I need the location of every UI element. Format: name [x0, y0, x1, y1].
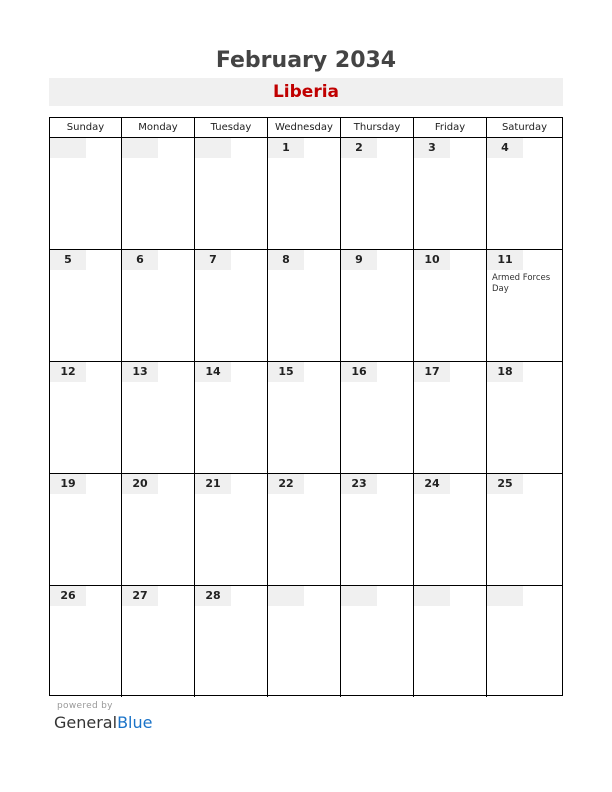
day-cell-7 [195, 250, 268, 362]
weekday-header-wednesday: Wednesday [268, 118, 341, 138]
day-number: 3 [414, 138, 450, 158]
day-cell-10 [414, 250, 487, 362]
weekday-header-sunday: Sunday [50, 118, 122, 138]
day-number: 5 [50, 250, 86, 270]
day-cell-28 [195, 586, 268, 697]
day-number: 11 [487, 250, 523, 270]
empty-day-cell [50, 138, 122, 250]
holiday-label: Armed Forces Day [492, 273, 551, 294]
day-number: 20 [122, 474, 158, 494]
day-number [341, 586, 377, 606]
day-number: 4 [487, 138, 523, 158]
day-number [50, 138, 86, 158]
day-cell-3 [414, 138, 487, 250]
empty-day-cell [341, 586, 414, 697]
day-number: 26 [50, 586, 86, 606]
day-number: 25 [487, 474, 523, 494]
day-cell-6 [122, 250, 195, 362]
day-cell-5 [50, 250, 122, 362]
day-cell-21 [195, 474, 268, 586]
day-number: 6 [122, 250, 158, 270]
day-cell-4 [487, 138, 562, 250]
day-number: 28 [195, 586, 231, 606]
calendar-title: February 2034 [215, 48, 397, 73]
weekday-header-thursday: Thursday [341, 118, 414, 138]
country-name: Liberia [272, 82, 340, 102]
weekday-header-tuesday: Tuesday [195, 118, 268, 138]
brand-general-text: General [54, 713, 118, 732]
day-cell-17 [414, 362, 487, 474]
day-number: 27 [122, 586, 158, 606]
day-cell-23 [341, 474, 414, 586]
day-number: 10 [414, 250, 450, 270]
day-cell-25 [487, 474, 562, 586]
weekday-header-friday: Friday [414, 118, 487, 138]
empty-day-cell [487, 586, 562, 697]
day-cell-26 [50, 586, 122, 697]
weekday-header-monday: Monday [122, 118, 195, 138]
powered-by-text: powered by [57, 701, 113, 711]
day-cell-12 [50, 362, 122, 474]
day-cell-13 [122, 362, 195, 474]
day-number: 7 [195, 250, 231, 270]
empty-day-cell [268, 586, 341, 697]
day-cell-19 [50, 474, 122, 586]
empty-day-cell [195, 138, 268, 250]
day-number: 22 [268, 474, 304, 494]
day-number: 24 [414, 474, 450, 494]
day-cell-24 [414, 474, 487, 586]
day-number: 9 [341, 250, 377, 270]
day-number: 19 [50, 474, 86, 494]
day-number: 14 [195, 362, 231, 382]
day-cell-11 [487, 250, 562, 362]
day-number [195, 138, 231, 158]
day-number [487, 586, 523, 606]
day-number: 12 [50, 362, 86, 382]
day-number: 15 [268, 362, 304, 382]
calendar-grid [49, 117, 563, 696]
day-number: 8 [268, 250, 304, 270]
day-cell-1 [268, 138, 341, 250]
day-cell-14 [195, 362, 268, 474]
empty-day-cell [122, 138, 195, 250]
day-cell-22 [268, 474, 341, 586]
country-banner [49, 78, 563, 106]
day-cell-18 [487, 362, 562, 474]
day-number [268, 586, 304, 606]
day-number [414, 586, 450, 606]
day-number: 18 [487, 362, 523, 382]
brand-blue-text: Blue [117, 713, 153, 732]
empty-day-cell [414, 586, 487, 697]
weekday-header-saturday: Saturday [487, 118, 562, 138]
day-cell-8 [268, 250, 341, 362]
day-cell-27 [122, 586, 195, 697]
day-number: 21 [195, 474, 231, 494]
day-cell-9 [341, 250, 414, 362]
day-number [122, 138, 158, 158]
day-cell-20 [122, 474, 195, 586]
day-number: 1 [268, 138, 304, 158]
day-number: 17 [414, 362, 450, 382]
generalblue-logo[interactable] [54, 712, 152, 734]
day-number: 23 [341, 474, 377, 494]
day-number: 16 [341, 362, 377, 382]
day-number: 13 [122, 362, 158, 382]
day-cell-16 [341, 362, 414, 474]
day-cell-15 [268, 362, 341, 474]
day-number: 2 [341, 138, 377, 158]
day-cell-2 [341, 138, 414, 250]
